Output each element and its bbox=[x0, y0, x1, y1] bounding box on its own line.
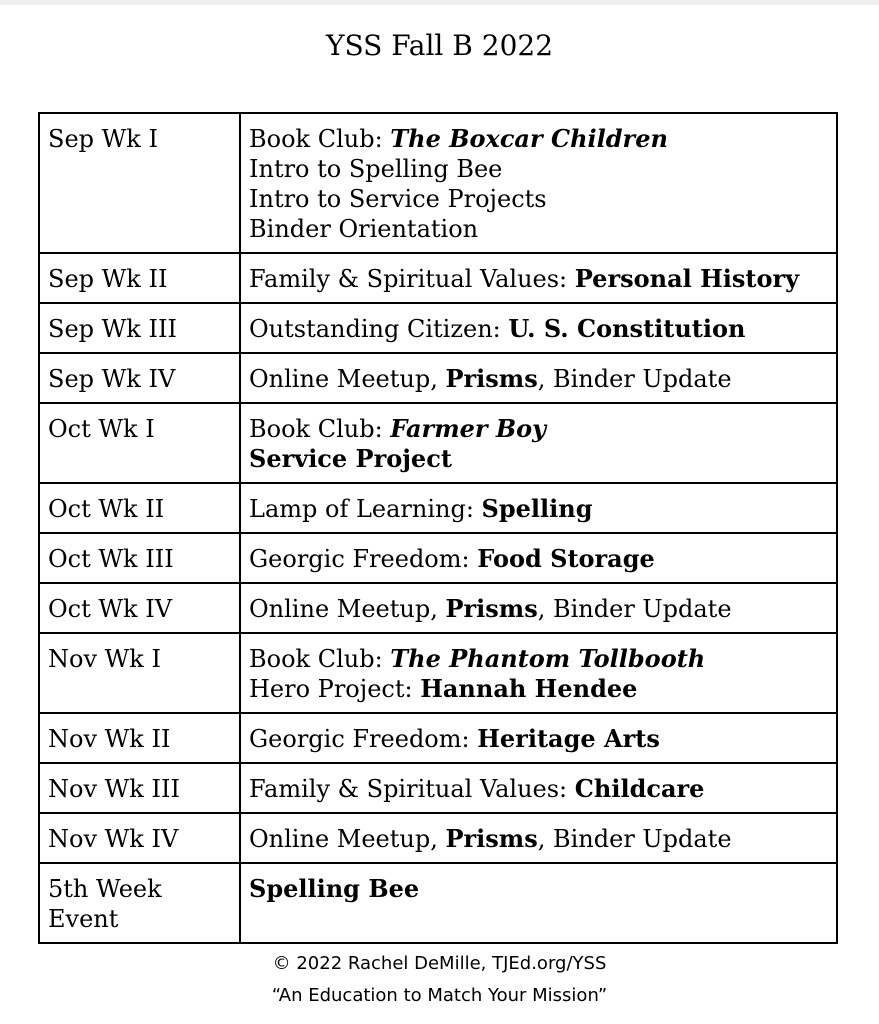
activity-line bbox=[249, 674, 828, 704]
activity-line bbox=[249, 874, 828, 904]
activity-highlight: Spelling bbox=[481, 494, 593, 523]
week-cell: Oct Wk III bbox=[39, 533, 240, 583]
activity-line bbox=[249, 314, 828, 344]
activity-cell bbox=[240, 483, 837, 533]
schedule-row bbox=[39, 403, 837, 483]
activity-text: Intro to Spelling Bee bbox=[249, 155, 503, 183]
copyright-line: © 2022 Rachel DeMille, TJEd.org/YSS bbox=[272, 953, 607, 974]
activity-cell bbox=[240, 253, 837, 303]
schedule-row bbox=[39, 583, 837, 633]
activity-text: Family & Spiritual Values: bbox=[249, 265, 575, 293]
activity-text: Family & Spiritual Values: bbox=[249, 775, 575, 803]
activity-cell bbox=[240, 403, 837, 483]
activity-cell bbox=[240, 583, 837, 633]
activity-highlight: Prisms bbox=[445, 824, 538, 853]
activity-text: , Binder Update bbox=[537, 595, 732, 623]
activity-line bbox=[249, 444, 828, 474]
activity-text: Hero Project: bbox=[249, 675, 421, 703]
activity-text: Book Club: bbox=[249, 415, 391, 443]
week-cell: Oct Wk IV bbox=[39, 583, 240, 633]
activity-line bbox=[249, 184, 828, 214]
activity-highlight: Childcare bbox=[574, 774, 705, 803]
activity-cell bbox=[240, 303, 837, 353]
week-cell: Sep Wk II bbox=[39, 253, 240, 303]
activity-highlight: Food Storage bbox=[477, 544, 655, 573]
week-cell: Nov Wk IV bbox=[39, 813, 240, 863]
activity-highlight: U. S. Constitution bbox=[508, 314, 746, 343]
activity-line bbox=[249, 414, 828, 444]
activity-highlight: Spelling Bee bbox=[249, 874, 420, 903]
schedule-row bbox=[39, 633, 837, 713]
activity-text: Binder Orientation bbox=[249, 215, 479, 243]
activity-text: Book Club: bbox=[249, 125, 391, 153]
schedule-row bbox=[39, 533, 837, 583]
activity-text: Intro to Service Projects bbox=[249, 185, 547, 213]
week-cell: Oct Wk II bbox=[39, 483, 240, 533]
activity-cell bbox=[240, 533, 837, 583]
activity-cell bbox=[240, 763, 837, 813]
activity-line bbox=[249, 824, 828, 854]
activity-text: Outstanding Citizen: bbox=[249, 315, 509, 343]
week-cell: Sep Wk I bbox=[39, 113, 240, 253]
activity-line bbox=[249, 124, 828, 154]
schedule-row bbox=[39, 303, 837, 353]
activity-text: Online Meetup, bbox=[249, 825, 446, 853]
tagline: “An Education to Match Your Mission” bbox=[271, 985, 608, 1006]
week-cell: 5th Week Event bbox=[39, 863, 240, 943]
schedule-row bbox=[39, 253, 837, 303]
activity-cell bbox=[240, 113, 837, 253]
activity-text: Online Meetup, bbox=[249, 595, 446, 623]
activity-text: , Binder Update bbox=[537, 825, 732, 853]
activity-highlight: The Phantom Tollbooth bbox=[390, 644, 706, 673]
week-cell: Nov Wk I bbox=[39, 633, 240, 713]
activity-text: Georgic Freedom: bbox=[249, 725, 478, 753]
activity-highlight: Service Project bbox=[249, 444, 452, 473]
activity-line bbox=[249, 774, 828, 804]
week-cell: Oct Wk I bbox=[39, 403, 240, 483]
activity-cell bbox=[240, 353, 837, 403]
schedule-row bbox=[39, 713, 837, 763]
activity-highlight: Heritage Arts bbox=[477, 724, 660, 753]
activity-highlight: Hannah Hendee bbox=[420, 674, 638, 703]
schedule-table bbox=[38, 112, 838, 944]
activity-highlight: Prisms bbox=[445, 364, 538, 393]
schedule-row bbox=[39, 863, 837, 943]
activity-line bbox=[249, 594, 828, 624]
page-title: YSS Fall B 2022 bbox=[325, 29, 554, 62]
activity-highlight: The Boxcar Children bbox=[390, 124, 668, 153]
activity-line bbox=[249, 154, 828, 184]
activity-line bbox=[249, 364, 828, 394]
schedule-row bbox=[39, 763, 837, 813]
week-cell: Nov Wk III bbox=[39, 763, 240, 813]
week-cell: Nov Wk II bbox=[39, 713, 240, 763]
activity-text: , Binder Update bbox=[537, 365, 732, 393]
activity-highlight: Personal History bbox=[574, 264, 800, 293]
activity-highlight: Prisms bbox=[445, 594, 538, 623]
schedule-body bbox=[39, 113, 837, 943]
activity-text: Lamp of Learning: bbox=[249, 495, 482, 523]
week-cell: Sep Wk IV bbox=[39, 353, 240, 403]
activity-line bbox=[249, 264, 828, 294]
activity-text: Georgic Freedom: bbox=[249, 545, 478, 573]
week-cell: Sep Wk III bbox=[39, 303, 240, 353]
activity-cell bbox=[240, 863, 837, 943]
activity-line bbox=[249, 544, 828, 574]
schedule-row bbox=[39, 483, 837, 533]
activity-highlight: Farmer Boy bbox=[390, 414, 547, 443]
schedule-row bbox=[39, 113, 837, 253]
activity-cell bbox=[240, 813, 837, 863]
activity-cell bbox=[240, 633, 837, 713]
schedule-row bbox=[39, 353, 837, 403]
schedule-row bbox=[39, 813, 837, 863]
activity-text: Online Meetup, bbox=[249, 365, 446, 393]
activity-cell bbox=[240, 713, 837, 763]
page-top-edge bbox=[0, 0, 879, 5]
activity-line bbox=[249, 644, 828, 674]
activity-line bbox=[249, 214, 828, 244]
activity-line bbox=[249, 724, 828, 754]
activity-line bbox=[249, 494, 828, 524]
activity-text: Book Club: bbox=[249, 645, 391, 673]
